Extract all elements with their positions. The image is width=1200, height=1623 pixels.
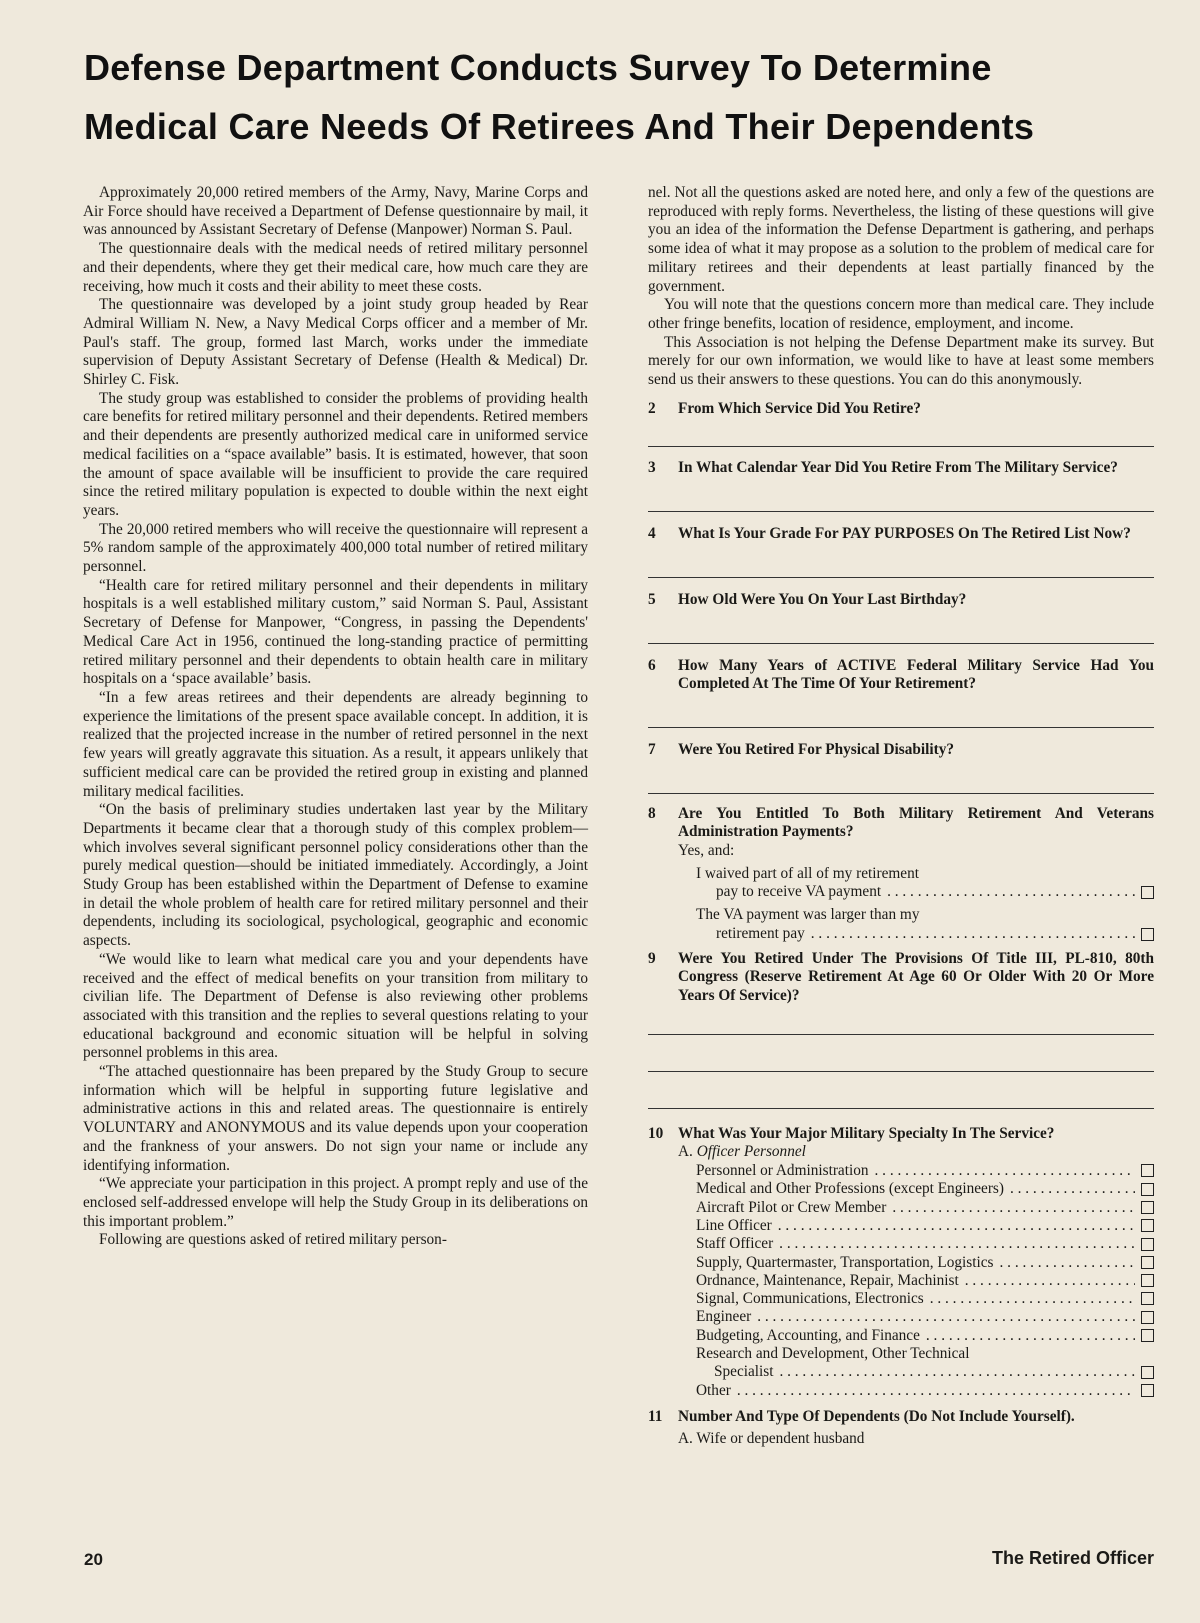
headline-line-1: Defense Department Conducts Survey To Determine xyxy=(84,47,992,88)
option-label: Aircraft Pilot or Crew Member xyxy=(696,1198,887,1216)
checkbox[interactable] xyxy=(1141,928,1154,941)
left-column xyxy=(83,184,588,1250)
question-11 xyxy=(648,1408,1154,1427)
option-row[interactable] xyxy=(696,1290,1154,1308)
option-row[interactable] xyxy=(696,1382,1154,1400)
option-label: Supply, Quartermaster, Transportation, Logistics xyxy=(696,1253,994,1271)
question-2 xyxy=(648,400,1154,419)
question-4 xyxy=(648,525,1154,544)
option-label: Medical and Other Professions (except Engineers) xyxy=(696,1180,1004,1198)
answer-line[interactable] xyxy=(648,418,1154,447)
group-label: Officer Personnel xyxy=(696,1143,806,1161)
checkbox[interactable] xyxy=(1141,1366,1154,1379)
page-number: 20 xyxy=(84,1550,103,1569)
answer-line[interactable] xyxy=(648,694,1154,728)
paragraph: The questionnaire deals with the medical needs of retired military personnel and their dependents, where they get their medical care, how much care they are receiving, how much it costs and their ability to meet these costs. xyxy=(83,240,588,295)
option-row[interactable] xyxy=(696,1308,1154,1326)
question-number: 2 xyxy=(648,399,656,417)
question-3 xyxy=(648,459,1154,478)
checkbox[interactable] xyxy=(1141,886,1154,899)
checkbox[interactable] xyxy=(1141,1183,1154,1196)
question-8 xyxy=(648,805,1154,842)
paragraph: “On the basis of preliminary studies undertaken last year by the Military Departments it became clear that a thorough study of this complex problem—which involves several significant personnel policy considerations other than the purely medical question—should be initiated immediately. Accordingly, a Joint Study Group has been established within the Department of Defense to examine in detail the whole problem of health care for retired military personnel and their dependents, including its sociological, psychological, geographic and economic aspects. xyxy=(83,801,588,950)
question-text: Are You Entitled To Both Military Retirement And Veterans Administration Payments? xyxy=(678,804,1154,841)
option-label: Budgeting, Accounting, and Finance xyxy=(696,1326,920,1344)
question-text: In What Calendar Year Did You Retire From The Military Service? xyxy=(678,459,1118,477)
option-label: Staff Officer xyxy=(696,1235,774,1253)
officer-group-label xyxy=(678,1143,1154,1162)
leader-dots xyxy=(965,1272,1135,1290)
leader-dots xyxy=(737,1382,1135,1400)
specialty-options xyxy=(696,1162,1154,1400)
leader-dots xyxy=(778,1217,1135,1235)
answer-line[interactable] xyxy=(648,1035,1154,1072)
question-number: 3 xyxy=(648,459,656,477)
leader-dots xyxy=(930,1290,1135,1308)
question-number: 9 xyxy=(648,949,656,967)
paragraph: The questionnaire was developed by a joint study group headed by Rear Admiral William N. New, a Navy Medical Corps officer and a member of Mr. Paul's staff. The group, formed last March, works under the immediate supervision of Deputy Assistant Secretary of Defense (Health & Medical) Dr. Shirley C. Fisk. xyxy=(83,296,588,389)
paragraph: “The attached questionnaire has been prepared by the Study Group to secure information which will be helpful in supporting future legislative and administrative actions in this and related areas. The questionnaire is entirely VOLUNTARY and ANONYMOUS and its value depends upon your cooperation and the frankness of your answers. Do not sign your name or include any identifying information. xyxy=(83,1063,588,1174)
answer-line[interactable] xyxy=(648,544,1154,578)
option-row[interactable] xyxy=(696,1217,1154,1235)
question-10 xyxy=(648,1125,1154,1144)
option-row[interactable] xyxy=(714,1363,1154,1381)
checkbox[interactable] xyxy=(1141,1219,1154,1232)
headline-line-2: Medical Care Needs Of Retirees And Their Dependents xyxy=(84,106,1035,147)
option-label: Other xyxy=(696,1381,731,1399)
question-6 xyxy=(648,657,1154,694)
leader-dots xyxy=(875,1162,1135,1180)
question-text: How Old Were You On Your Last Birthday? xyxy=(678,590,967,608)
answer-line[interactable] xyxy=(648,610,1154,644)
option-label: Signal, Communications, Electronics xyxy=(696,1290,924,1308)
leader-dots xyxy=(1000,1254,1135,1272)
checkbox[interactable] xyxy=(1141,1164,1154,1177)
checkbox[interactable] xyxy=(1141,1329,1154,1342)
dependents-sub: A. Wife or dependent husband xyxy=(678,1429,865,1447)
question-number: 6 xyxy=(648,656,656,674)
checkbox[interactable] xyxy=(1141,1274,1154,1287)
checkbox[interactable] xyxy=(1141,1201,1154,1214)
question-9 xyxy=(648,950,1154,1006)
question-text: Were You Retired Under The Provisions Of Title III, PL-810, 80th Congress (Reserve Retirement At Age 60 Or Older With 20 Or More Years Of Service)? xyxy=(678,949,1154,1004)
answer-line[interactable] xyxy=(648,1072,1154,1109)
question-number: 7 xyxy=(648,740,656,758)
headline xyxy=(84,38,1174,156)
option-label: Ordnance, Maintenance, Repair, Machinist xyxy=(696,1271,959,1289)
leader-dots xyxy=(779,1363,1135,1381)
leader-dots xyxy=(892,1199,1135,1217)
question-number: 11 xyxy=(648,1407,663,1425)
option-row[interactable] xyxy=(696,1327,1154,1345)
answer-line[interactable] xyxy=(648,760,1154,794)
paragraph: nel. Not all the questions asked are noted here, and only a few of the questions are reproduced with reply forms. Nevertheless, the listing of these questions will give you an idea of the information the Defense Department is gathering, and perhaps some idea of what it may propose as a solution to the problem of medical care for military retirees and their dependents at least partially financed by the government. xyxy=(648,184,1154,295)
answer-line[interactable] xyxy=(648,1006,1154,1035)
question-text: What Was Your Major Military Specialty In The Service? xyxy=(678,1124,1055,1142)
option-label: Personnel or Administration xyxy=(696,1162,869,1180)
yes-and-label: Yes, and: xyxy=(678,842,735,860)
checkbox[interactable] xyxy=(1141,1292,1154,1305)
leader-dots xyxy=(757,1308,1135,1326)
question-text: What Is Your Grade For PAY PURPOSES On The Retired List Now? xyxy=(678,525,1131,543)
option-row[interactable] xyxy=(696,1272,1154,1290)
question-number: 10 xyxy=(648,1124,664,1142)
option-waived[interactable] xyxy=(696,865,1154,902)
option-label: pay to receive VA payment xyxy=(716,883,882,901)
option-row[interactable] xyxy=(696,1180,1154,1198)
paragraph: The study group was established to consider the problems of providing health care benefits for retired military personnel and their dependents. Retired members and their dependents are presently authorized medical care in uniformed service medical facilities on a “space available” basis. It is estimated, however, that soon the amount of space available will be insufficient to provide the care required since the retired military population is expected to double within the next eight years. xyxy=(83,389,588,519)
leader-dots xyxy=(779,1235,1135,1253)
paragraph: The 20,000 retired members who will receive the questionnaire will represent a 5% random sample of the approximately 400,000 total number of retired military personnel. xyxy=(83,520,588,576)
checkbox[interactable] xyxy=(1141,1311,1154,1324)
option-label: Specialist xyxy=(714,1363,774,1381)
option-label: Research and Development, Other Technical xyxy=(696,1345,970,1363)
question-number: 5 xyxy=(648,590,656,608)
paragraph: “We appreciate your participation in this project. A prompt reply and use of the enclosed self-addressed envelope will help the Study Group in its deliberations on this important problem.” xyxy=(83,1175,588,1230)
question-number: 8 xyxy=(648,804,656,822)
option-label: The VA payment was larger than my xyxy=(696,906,920,924)
paragraph: Approximately 20,000 retired members of the Army, Navy, Marine Corps and Air Force should have received a Department of Defense questionnaire by mail, it was announced by Assistant Secretary of Defense (Manpower) Norman S. Paul. xyxy=(83,184,588,239)
question-text: Number And Type Of Dependents (Do Not Include Yourself). xyxy=(678,1407,1075,1425)
question-7 xyxy=(648,741,1154,760)
checkbox[interactable] xyxy=(1141,1384,1154,1397)
paragraph: This Association is not helping the Defense Department make its survey. But merely for our own information, we would like to have at least some members send us their answers to these questions. You can do this anonymously. xyxy=(648,333,1154,389)
option-label: I waived part of all of my retirement xyxy=(696,864,919,882)
checkbox[interactable] xyxy=(1141,1238,1154,1251)
option-row[interactable] xyxy=(696,1199,1154,1217)
paragraph: “Health care for retired military personnel and their dependents in military hospitals is a well established military custom,” said Norman S. Paul, Assistant Secretary of Defense for Manpower, “Congress, in passing the Dependents' Medical Care Act in 1956, continued the long-standing practice of permitting retired military personnel and their dependents to obtain health care in military hospitals on a ‘space available’ basis. xyxy=(83,576,588,688)
right-column xyxy=(648,184,1154,1448)
option-label: Line Officer xyxy=(696,1216,772,1234)
option-row[interactable] xyxy=(696,1235,1154,1253)
magazine-name: The Retired Officer xyxy=(991,1548,1154,1568)
option-row[interactable] xyxy=(696,1162,1154,1180)
group-prefix: A. xyxy=(678,1143,693,1161)
leader-dots xyxy=(926,1327,1135,1345)
paragraph: “We would like to learn what medical care you and your dependents have received and the effect of medical benefits on your transition from military to civilian life. The Department of Defense is also reviewing other problems associated with this transition and the replies to several questions relating to your educational background and economic situation will be helpful in solving personnel problems in this area. xyxy=(83,950,588,1062)
option-row xyxy=(716,883,1154,902)
paragraph: Following are questions asked of retired military person- xyxy=(99,1231,447,1249)
leader-dots xyxy=(811,925,1135,944)
question-5 xyxy=(648,591,1154,610)
paragraph: “In a few areas retirees and their dependents are already beginning to experience the limitations of the present space available concept. In addition, it is realized that the projected increase in the number of retired personnel in the next few years will greatly aggravate this situation. As a result, it appears unlikely that sufficient medical care can be provided the retired group in existing and planned military medical facilities. xyxy=(83,688,588,800)
question-text: Were You Retired For Physical Disability? xyxy=(678,740,955,758)
question-text: How Many Years of ACTIVE Federal Military Service Had You Completed At The Time Of Your Retirement? xyxy=(678,656,1154,693)
question-number: 4 xyxy=(648,525,656,543)
answer-line[interactable] xyxy=(648,478,1154,512)
leader-dots xyxy=(1010,1180,1135,1198)
option-label: Engineer xyxy=(696,1308,752,1326)
option-row xyxy=(716,925,1154,944)
option-va-larger[interactable] xyxy=(696,906,1154,943)
leader-dots xyxy=(887,883,1135,902)
option-label: retirement pay xyxy=(716,924,805,942)
question-text: From Which Service Did You Retire? xyxy=(678,399,921,417)
checkbox[interactable] xyxy=(1141,1256,1154,1269)
option-row[interactable] xyxy=(696,1254,1154,1272)
paragraph: You will note that the questions concern more than medical care. They include other fringe benefits, location of residence, employment, and income. xyxy=(648,296,1154,332)
